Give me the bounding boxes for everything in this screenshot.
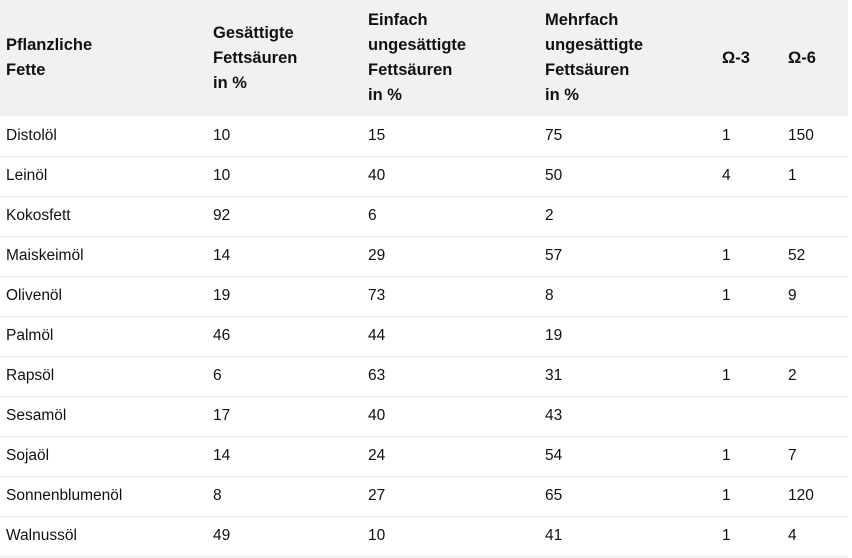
cell-fat-name: Maiskeimöl: [0, 236, 207, 276]
cell-saturated: 19: [207, 276, 362, 316]
table-row: [0, 116, 848, 156]
cell-fat-name: Walnussöl: [0, 516, 207, 556]
cell-saturated: 49: [207, 516, 362, 556]
cell-saturated: 17: [207, 396, 362, 436]
cell-polyunsaturated: 65: [539, 476, 716, 516]
cell-omega-6: [782, 316, 848, 356]
table-row: [0, 236, 848, 276]
cell-fat-name: Sojaöl: [0, 436, 207, 476]
cell-monounsaturated: 44: [362, 316, 539, 356]
cell-omega-3: 1: [716, 356, 782, 396]
table-row: [0, 396, 848, 436]
header-omega-6: Ω-6: [788, 48, 816, 67]
cell-omega-6: 4: [782, 516, 848, 556]
cell-fat-name: Rapsöl: [0, 356, 207, 396]
cell-saturated: 10: [207, 116, 362, 156]
cell-polyunsaturated: 41: [539, 516, 716, 556]
cell-fat-name: Sonnenblumenöl: [0, 476, 207, 516]
cell-fat-name: Distolöl: [0, 116, 207, 156]
cell-omega-3: [716, 396, 782, 436]
header-polyunsaturated: Mehrfach ungesättigte Fettsäuren in %: [545, 11, 644, 104]
cell-omega-6: 120: [782, 476, 848, 516]
header-omega-3: Ω-3: [722, 48, 750, 67]
cell-omega-3: 1: [716, 436, 782, 476]
cell-monounsaturated: 73: [362, 276, 539, 316]
cell-saturated: 14: [207, 436, 362, 476]
cell-monounsaturated: 40: [362, 396, 539, 436]
cell-fat-name: Kokosfett: [0, 196, 207, 236]
cell-polyunsaturated: 2: [539, 196, 716, 236]
cell-omega-6: [782, 196, 848, 236]
table-row: [0, 516, 848, 556]
cell-omega-3: 1: [716, 116, 782, 156]
cell-polyunsaturated: 75: [539, 116, 716, 156]
cell-omega-3: 1: [716, 276, 782, 316]
cell-monounsaturated: 40: [362, 156, 539, 196]
cell-omega-6: 7: [782, 436, 848, 476]
cell-saturated: 14: [207, 236, 362, 276]
cell-omega-6: 150: [782, 116, 848, 156]
cell-omega-6: 1: [782, 156, 848, 196]
cell-polyunsaturated: 31: [539, 356, 716, 396]
table-row: [0, 356, 848, 396]
cell-monounsaturated: 27: [362, 476, 539, 516]
cell-polyunsaturated: 43: [539, 396, 716, 436]
cell-fat-name: Leinöl: [0, 156, 207, 196]
cell-fat-name: Sesamöl: [0, 396, 207, 436]
cell-saturated: 6: [207, 356, 362, 396]
cell-saturated: 8: [207, 476, 362, 516]
cell-fat-name: Palmöl: [0, 316, 207, 356]
cell-monounsaturated: 15: [362, 116, 539, 156]
cell-omega-6: 9: [782, 276, 848, 316]
header-plant-fats: Pflanzliche Fette: [6, 36, 93, 79]
table-row: [0, 196, 848, 236]
cell-polyunsaturated: 8: [539, 276, 716, 316]
cell-monounsaturated: 29: [362, 236, 539, 276]
cell-omega-6: 2: [782, 356, 848, 396]
table-row: [0, 436, 848, 476]
cell-fat-name: Olivenöl: [0, 276, 207, 316]
header-monounsaturated: Einfach ungesättigte Fettsäuren in %: [368, 11, 467, 104]
cell-polyunsaturated: 19: [539, 316, 716, 356]
table-row: [0, 276, 848, 316]
cell-omega-3: 1: [716, 236, 782, 276]
cell-monounsaturated: 10: [362, 516, 539, 556]
cell-omega-3: 1: [716, 516, 782, 556]
cell-monounsaturated: 6: [362, 196, 539, 236]
cell-polyunsaturated: 57: [539, 236, 716, 276]
cell-saturated: 92: [207, 196, 362, 236]
cell-omega-6: 52: [782, 236, 848, 276]
table-row: [0, 156, 848, 196]
cell-polyunsaturated: 54: [539, 436, 716, 476]
table-header-row: [0, 0, 848, 116]
cell-omega-6: [782, 396, 848, 436]
cell-saturated: 10: [207, 156, 362, 196]
cell-omega-3: 1: [716, 476, 782, 516]
table-row: [0, 476, 848, 516]
cell-monounsaturated: 63: [362, 356, 539, 396]
header-saturated: Gesättigte Fettsäuren in %: [213, 23, 298, 92]
cell-omega-3: [716, 316, 782, 356]
cell-monounsaturated: 24: [362, 436, 539, 476]
table-row: [0, 316, 848, 356]
cell-saturated: 46: [207, 316, 362, 356]
cell-omega-3: 4: [716, 156, 782, 196]
cell-polyunsaturated: 50: [539, 156, 716, 196]
cell-omega-3: [716, 196, 782, 236]
